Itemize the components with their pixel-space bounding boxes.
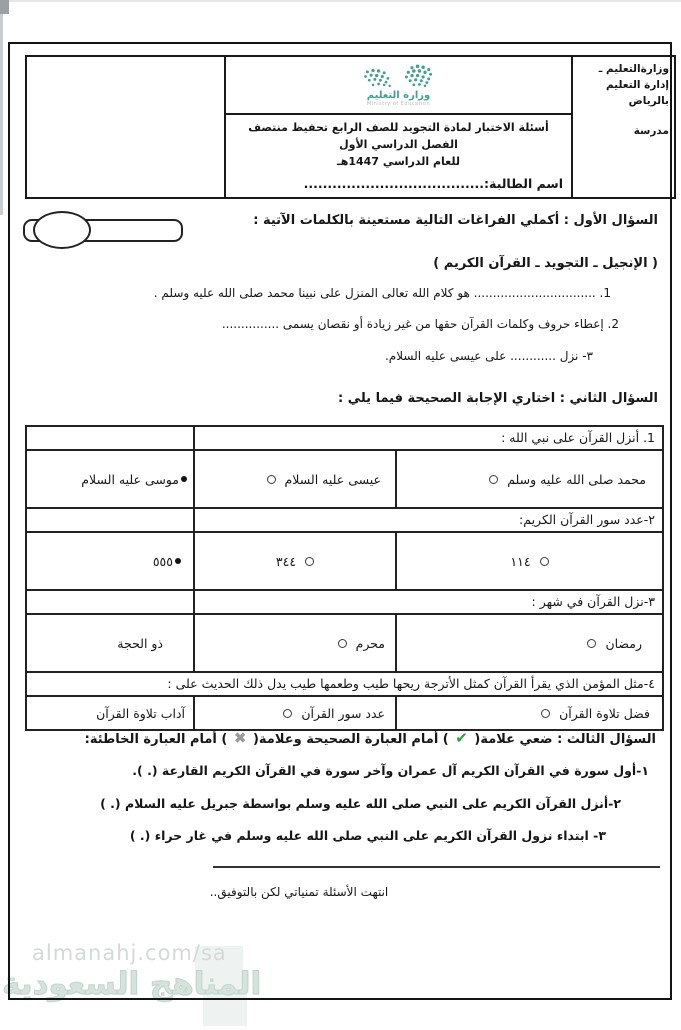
grade-box-oval (33, 211, 91, 249)
header-empty-cell (26, 56, 225, 198)
mcq-q1-row (26, 426, 663, 450)
mcq-q4-row (26, 672, 663, 696)
mcq-q4-options-row (26, 696, 663, 730)
mcq-q4-label: ٤-مثل المؤمن الذي يقرأ القرآن كمثل الأترجة ريحها طيب وطعمها طيب يدل ذلك الحديث على : (26, 672, 663, 696)
section2-heading: السؤال الثاني : اختاري الإجابة الصحيحة فيما يلي : (337, 391, 658, 406)
mcq-q1-options-row (26, 450, 663, 508)
mcq-q2-option-c: ٥٥٥ (26, 532, 194, 590)
grade-box (23, 211, 189, 251)
section3-heading-text-2: ) أمام العبارة الصحيحة وعلامة( (248, 732, 454, 747)
mcq-q4-option-a: فضل تلاوة القرآن (396, 696, 663, 730)
watermark-url: almanahj.com/sa (32, 941, 227, 965)
mcq-q2-label: ٢-عدد سور القرآن الكريم: (194, 508, 663, 532)
mcq-q2-row (26, 508, 663, 532)
checkmark-icon: ✔ (455, 729, 468, 747)
section3-heading (85, 729, 656, 747)
option-circle-icon (541, 709, 550, 718)
option-circle-icon (305, 557, 314, 566)
mcq-empty-cell (26, 508, 194, 532)
mcq-empty-cell (26, 426, 194, 450)
mcq-q1-label: 1. أنزل القرآن على نبي الله : (194, 426, 663, 450)
section3-heading-text-1: السؤال الثالث : ضعي علامة( (469, 732, 656, 747)
ministry-logo-dots-icon (357, 64, 441, 90)
ministry-line-1: وزارةالتعليم ـ (598, 63, 669, 75)
section3-heading-text-3: ) أمام العبارة الخاطئة: (84, 732, 232, 747)
closing-message: انتهت الأسئلة تمنياتي لكن بالتوفيق.. (209, 885, 389, 899)
option-circle-icon (338, 639, 347, 648)
mcq-q2-option-b: ٣٤٤ (194, 532, 396, 590)
true-false-item-1: ١-أول سورة في القرآن الكريم آل عمران وآخر سورة في القرآن الكريم القارعة (. ). (132, 763, 649, 778)
option-circle-icon (587, 639, 596, 648)
mcq-table (25, 425, 664, 731)
mcq-q3-options-row (26, 614, 663, 672)
mcq-q2-options-row (26, 532, 663, 590)
fill-blank-item-3: ٣- نزل ............ على عيسى عليه السلام. (384, 349, 593, 363)
mcq-q4-option-b: عدد سور القرآن (194, 696, 396, 730)
mcq-q1-option-b: عيسى عليه السلام (194, 450, 396, 508)
exam-title-block (226, 115, 571, 197)
fill-blank-item-2: 2. إعطاء حروف وكلمات القرآن حقها من غير زيادة أو نقصان يسمى ............... (221, 317, 619, 331)
mcq-q1-option-c: موسى عليه السلام (26, 450, 194, 508)
student-name-field: اسم الطالبة:...................................... (303, 176, 563, 192)
mcq-q2-option-a: ١١٤ (396, 532, 663, 590)
watermark-arabic: المناهج السعودية (2, 966, 262, 1002)
mcq-q3-label: ٣-نزل القرآن في شهر : (194, 590, 663, 614)
option-circle-icon (267, 475, 276, 484)
header-ministry-cell (572, 56, 675, 198)
mcq-empty-cell (26, 590, 194, 614)
footer-divider-line (213, 866, 660, 868)
exam-title-line-2: للعام الدراسي 1447هـ (336, 155, 460, 169)
header-middle-cell (225, 56, 572, 198)
mcq-q4-option-c: آداب تلاوة القرآن (26, 696, 194, 730)
crossmark-icon: ✖ (233, 729, 247, 747)
mcq-q1-option-a: محمد صلى الله عليه وسلم (396, 450, 663, 508)
ministry-logo-subtitle: Ministry of Education (366, 100, 431, 107)
option-circle-icon (283, 709, 292, 718)
ministry-logo (226, 57, 571, 115)
header-table (25, 55, 676, 199)
mcq-q3-option-c: ذو الحجة (26, 614, 194, 672)
school-label: مدرسة (633, 125, 669, 138)
ministry-logo-wordmark: وزارة التعليم (366, 89, 431, 101)
ministry-line-3: بالرياض (628, 94, 669, 107)
fill-blank-item-1: 1. ................................ هو كلام الله تعالى المنزل على نبينا محمد صلى الله عليه وسلم . (153, 286, 611, 300)
true-false-item-3: ٣- ابتداء نزول القرآن الكريم على النبي صلى الله عليه وسلم في غار حراء (. ) (129, 828, 606, 843)
option-bullet-icon (175, 558, 181, 564)
ministry-line-2: إدارة التعليم (605, 78, 669, 91)
mcq-q3-option-b: محرم (194, 614, 396, 672)
true-false-item-2: ٢-أنزل القرآن الكريم على النبي صلى الله عليه وسلم بواسطة جبريل عليه السلام (. ) (100, 796, 621, 811)
option-bullet-icon (181, 476, 187, 482)
exam-title-line-1: أسئلة الاختبار لمادة التجويد للصف الرابع تحفيظ منتصف الفصل الدراسي الأول (248, 121, 549, 152)
mcq-q3-row (26, 590, 663, 614)
mcq-q3-option-a: رمضان (396, 614, 663, 672)
section1-heading: السؤال الأول : أكملي الفراغات التالية مستعينة بالكلمات الآتية : (253, 213, 658, 228)
option-circle-icon (540, 557, 549, 566)
option-circle-icon (489, 475, 498, 484)
section1-word-bank: ( الإنجيل ـ التجويد ـ القرآن الكريم ) (433, 256, 658, 271)
